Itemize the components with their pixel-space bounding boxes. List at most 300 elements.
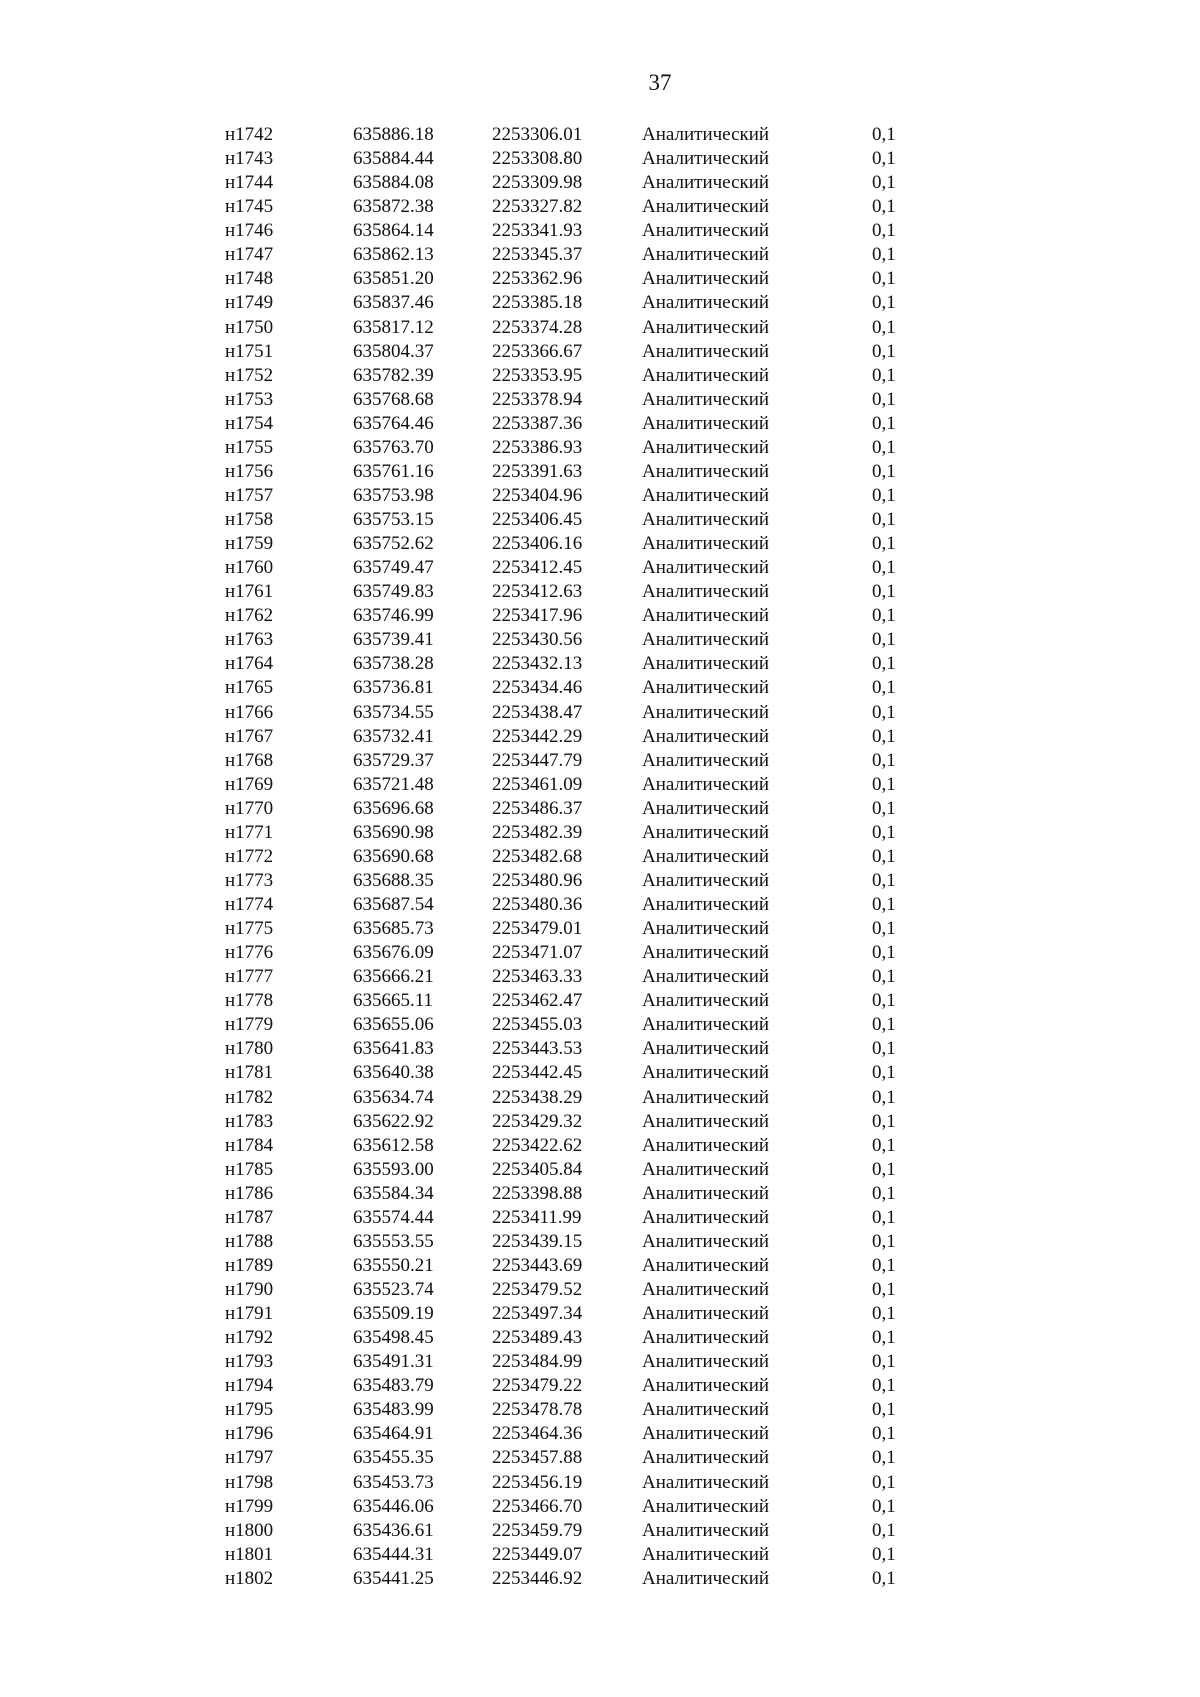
accuracy-cell: 0,1 bbox=[872, 1375, 896, 1397]
point-name-cell: н1764 bbox=[225, 653, 274, 675]
point-name-cell: н1788 bbox=[225, 1230, 274, 1252]
accuracy-cell: 0,1 bbox=[872, 1254, 896, 1276]
x-coordinate-cell: 635687.54 bbox=[353, 894, 434, 916]
point-name-cell: н1771 bbox=[225, 821, 274, 843]
method-cell: Аналитический bbox=[642, 1038, 770, 1060]
y-coordinate-cell: 2253471.07 bbox=[492, 942, 583, 964]
table-row bbox=[225, 460, 932, 484]
point-name-cell: н1766 bbox=[225, 701, 274, 723]
method-cell: Аналитический bbox=[642, 268, 770, 290]
table-row bbox=[225, 267, 932, 291]
table-row bbox=[225, 1110, 932, 1134]
method-cell: Аналитический bbox=[642, 533, 770, 555]
x-coordinate-cell: 635804.37 bbox=[353, 340, 434, 362]
method-cell: Аналитический bbox=[642, 990, 770, 1012]
table-row bbox=[225, 1158, 932, 1182]
x-coordinate-cell: 635553.55 bbox=[353, 1230, 434, 1252]
method-cell: Аналитический bbox=[642, 364, 770, 386]
point-name-cell: н1787 bbox=[225, 1206, 274, 1228]
accuracy-cell: 0,1 bbox=[872, 942, 896, 964]
accuracy-cell: 0,1 bbox=[872, 172, 896, 194]
point-name-cell: н1752 bbox=[225, 364, 274, 386]
table-row bbox=[225, 340, 932, 364]
point-name-cell: н1794 bbox=[225, 1375, 274, 1397]
x-coordinate-cell: 635509.19 bbox=[353, 1303, 434, 1325]
accuracy-cell: 0,1 bbox=[872, 1086, 896, 1108]
x-coordinate-cell: 635753.98 bbox=[353, 484, 434, 506]
x-coordinate-cell: 635665.11 bbox=[353, 990, 434, 1012]
y-coordinate-cell: 2253374.28 bbox=[492, 316, 583, 338]
accuracy-cell: 0,1 bbox=[872, 1110, 896, 1132]
method-cell: Аналитический bbox=[642, 220, 770, 242]
x-coordinate-cell: 635483.79 bbox=[353, 1375, 434, 1397]
point-name-cell: н1800 bbox=[225, 1519, 274, 1541]
accuracy-cell: 0,1 bbox=[872, 1182, 896, 1204]
x-coordinate-cell: 635498.45 bbox=[353, 1327, 434, 1349]
y-coordinate-cell: 2253442.29 bbox=[492, 725, 583, 747]
table-row bbox=[225, 676, 932, 700]
y-coordinate-cell: 2253463.33 bbox=[492, 966, 583, 988]
x-coordinate-cell: 635872.38 bbox=[353, 196, 434, 218]
accuracy-cell: 0,1 bbox=[872, 653, 896, 675]
method-cell: Аналитический bbox=[642, 124, 770, 146]
point-name-cell: н1753 bbox=[225, 388, 274, 410]
y-coordinate-cell: 2253443.53 bbox=[492, 1038, 583, 1060]
x-coordinate-cell: 635584.34 bbox=[353, 1182, 434, 1204]
accuracy-cell: 0,1 bbox=[872, 869, 896, 891]
coordinates-table-body bbox=[225, 123, 932, 1591]
x-coordinate-cell: 635550.21 bbox=[353, 1254, 434, 1276]
table-row bbox=[225, 701, 932, 725]
accuracy-cell: 0,1 bbox=[872, 894, 896, 916]
method-cell: Аналитический bbox=[642, 1303, 770, 1325]
y-coordinate-cell: 2253429.32 bbox=[492, 1110, 583, 1132]
method-cell: Аналитический bbox=[642, 749, 770, 771]
x-coordinate-cell: 635655.06 bbox=[353, 1014, 434, 1036]
table-row bbox=[225, 1567, 932, 1591]
x-coordinate-cell: 635749.83 bbox=[353, 581, 434, 603]
x-coordinate-cell: 635764.46 bbox=[353, 412, 434, 434]
table-row bbox=[225, 1206, 932, 1230]
accuracy-cell: 0,1 bbox=[872, 1303, 896, 1325]
table-row bbox=[225, 1182, 932, 1206]
point-name-cell: н1761 bbox=[225, 581, 274, 603]
point-name-cell: н1782 bbox=[225, 1086, 274, 1108]
accuracy-cell: 0,1 bbox=[872, 1014, 896, 1036]
point-name-cell: н1742 bbox=[225, 124, 274, 146]
y-coordinate-cell: 2253447.79 bbox=[492, 749, 583, 771]
method-cell: Аналитический bbox=[642, 1423, 770, 1445]
point-name-cell: н1743 bbox=[225, 148, 274, 170]
table-row bbox=[225, 1326, 932, 1350]
point-name-cell: н1795 bbox=[225, 1399, 274, 1421]
method-cell: Аналитический bbox=[642, 1014, 770, 1036]
y-coordinate-cell: 2253398.88 bbox=[492, 1182, 583, 1204]
method-cell: Аналитический bbox=[642, 557, 770, 579]
accuracy-cell: 0,1 bbox=[872, 509, 896, 531]
method-cell: Аналитический bbox=[642, 1279, 770, 1301]
accuracy-cell: 0,1 bbox=[872, 845, 896, 867]
x-coordinate-cell: 635851.20 bbox=[353, 268, 434, 290]
x-coordinate-cell: 635749.47 bbox=[353, 557, 434, 579]
point-name-cell: н1798 bbox=[225, 1471, 274, 1493]
method-cell: Аналитический bbox=[642, 966, 770, 988]
method-cell: Аналитический bbox=[642, 1254, 770, 1276]
table-row bbox=[225, 123, 932, 147]
table-row bbox=[225, 797, 932, 821]
x-coordinate-cell: 635739.41 bbox=[353, 629, 434, 651]
table-row bbox=[225, 1134, 932, 1158]
x-coordinate-cell: 635676.09 bbox=[353, 942, 434, 964]
y-coordinate-cell: 2253309.98 bbox=[492, 172, 583, 194]
accuracy-cell: 0,1 bbox=[872, 1327, 896, 1349]
x-coordinate-cell: 635763.70 bbox=[353, 436, 434, 458]
point-name-cell: н1801 bbox=[225, 1543, 274, 1565]
point-name-cell: н1745 bbox=[225, 196, 274, 218]
y-coordinate-cell: 2253387.36 bbox=[492, 412, 583, 434]
point-name-cell: н1775 bbox=[225, 918, 274, 940]
accuracy-cell: 0,1 bbox=[872, 292, 896, 314]
table-row bbox=[225, 195, 932, 219]
y-coordinate-cell: 2253385.18 bbox=[492, 292, 583, 314]
point-name-cell: н1758 bbox=[225, 509, 274, 531]
point-name-cell: н1802 bbox=[225, 1567, 274, 1589]
method-cell: Аналитический bbox=[642, 1351, 770, 1373]
point-name-cell: н1751 bbox=[225, 340, 274, 362]
x-coordinate-cell: 635464.91 bbox=[353, 1423, 434, 1445]
y-coordinate-cell: 2253327.82 bbox=[492, 196, 583, 218]
point-name-cell: н1755 bbox=[225, 436, 274, 458]
point-name-cell: н1767 bbox=[225, 725, 274, 747]
method-cell: Аналитический bbox=[642, 1567, 770, 1589]
table-row bbox=[225, 291, 932, 315]
method-cell: Аналитический bbox=[642, 725, 770, 747]
y-coordinate-cell: 2253466.70 bbox=[492, 1495, 583, 1517]
x-coordinate-cell: 635768.68 bbox=[353, 388, 434, 410]
point-name-cell: н1783 bbox=[225, 1110, 274, 1132]
y-coordinate-cell: 2253456.19 bbox=[492, 1471, 583, 1493]
table-row bbox=[225, 1350, 932, 1374]
y-coordinate-cell: 2253442.45 bbox=[492, 1062, 583, 1084]
y-coordinate-cell: 2253497.34 bbox=[492, 1303, 583, 1325]
accuracy-cell: 0,1 bbox=[872, 701, 896, 723]
accuracy-cell: 0,1 bbox=[872, 629, 896, 651]
point-name-cell: н1777 bbox=[225, 966, 274, 988]
x-coordinate-cell: 635696.68 bbox=[353, 797, 434, 819]
y-coordinate-cell: 2253411.99 bbox=[492, 1206, 582, 1228]
point-name-cell: н1772 bbox=[225, 845, 274, 867]
accuracy-cell: 0,1 bbox=[872, 990, 896, 1012]
table-row bbox=[225, 1422, 932, 1446]
x-coordinate-cell: 635455.35 bbox=[353, 1447, 434, 1469]
y-coordinate-cell: 2253462.47 bbox=[492, 990, 583, 1012]
table-row bbox=[225, 1086, 932, 1110]
point-name-cell: н1748 bbox=[225, 268, 274, 290]
x-coordinate-cell: 635593.00 bbox=[353, 1158, 434, 1180]
method-cell: Аналитический bbox=[642, 1519, 770, 1541]
x-coordinate-cell: 635761.16 bbox=[353, 460, 434, 482]
method-cell: Аналитический bbox=[642, 942, 770, 964]
table-row bbox=[225, 1471, 932, 1495]
y-coordinate-cell: 2253478.78 bbox=[492, 1399, 583, 1421]
point-name-cell: н1759 bbox=[225, 533, 274, 555]
x-coordinate-cell: 635752.62 bbox=[353, 533, 434, 555]
method-cell: Аналитический bbox=[642, 244, 770, 266]
accuracy-cell: 0,1 bbox=[872, 1543, 896, 1565]
accuracy-cell: 0,1 bbox=[872, 1134, 896, 1156]
method-cell: Аналитический bbox=[642, 1206, 770, 1228]
method-cell: Аналитический bbox=[642, 1062, 770, 1084]
accuracy-cell: 0,1 bbox=[872, 484, 896, 506]
x-coordinate-cell: 635612.58 bbox=[353, 1134, 434, 1156]
x-coordinate-cell: 635436.61 bbox=[353, 1519, 434, 1541]
method-cell: Аналитический bbox=[642, 412, 770, 434]
method-cell: Аналитический bbox=[642, 653, 770, 675]
method-cell: Аналитический bbox=[642, 918, 770, 940]
x-coordinate-cell: 635622.92 bbox=[353, 1110, 434, 1132]
table-row bbox=[225, 1037, 932, 1061]
x-coordinate-cell: 635444.31 bbox=[353, 1543, 434, 1565]
point-name-cell: н1744 bbox=[225, 172, 274, 194]
accuracy-cell: 0,1 bbox=[872, 918, 896, 940]
y-coordinate-cell: 2253406.45 bbox=[492, 509, 583, 531]
accuracy-cell: 0,1 bbox=[872, 581, 896, 603]
y-coordinate-cell: 2253459.79 bbox=[492, 1519, 583, 1541]
method-cell: Аналитический bbox=[642, 605, 770, 627]
point-name-cell: н1749 bbox=[225, 292, 274, 314]
table-row bbox=[225, 965, 932, 989]
accuracy-cell: 0,1 bbox=[872, 268, 896, 290]
x-coordinate-cell: 635453.73 bbox=[353, 1471, 434, 1493]
accuracy-cell: 0,1 bbox=[872, 821, 896, 843]
table-row bbox=[225, 412, 932, 436]
accuracy-cell: 0,1 bbox=[872, 436, 896, 458]
point-name-cell: н1768 bbox=[225, 749, 274, 771]
y-coordinate-cell: 2253461.09 bbox=[492, 773, 583, 795]
point-name-cell: н1793 bbox=[225, 1351, 274, 1373]
method-cell: Аналитический bbox=[642, 677, 770, 699]
accuracy-cell: 0,1 bbox=[872, 316, 896, 338]
accuracy-cell: 0,1 bbox=[872, 1447, 896, 1469]
point-name-cell: н1780 bbox=[225, 1038, 274, 1060]
y-coordinate-cell: 2253446.92 bbox=[492, 1567, 583, 1589]
y-coordinate-cell: 2253306.01 bbox=[492, 124, 583, 146]
table-row bbox=[225, 749, 932, 773]
point-name-cell: н1773 bbox=[225, 869, 274, 891]
y-coordinate-cell: 2253432.13 bbox=[492, 653, 583, 675]
table-row bbox=[225, 1495, 932, 1519]
table-row bbox=[225, 243, 932, 267]
point-name-cell: н1746 bbox=[225, 220, 274, 242]
point-name-cell: н1797 bbox=[225, 1447, 274, 1469]
point-name-cell: н1747 bbox=[225, 244, 274, 266]
table-row bbox=[225, 1398, 932, 1422]
x-coordinate-cell: 635574.44 bbox=[353, 1206, 434, 1228]
x-coordinate-cell: 635753.15 bbox=[353, 509, 434, 531]
table-row bbox=[225, 1302, 932, 1326]
point-name-cell: н1769 bbox=[225, 773, 274, 795]
table-row bbox=[225, 484, 932, 508]
table-row bbox=[225, 941, 932, 965]
x-coordinate-cell: 635721.48 bbox=[353, 773, 434, 795]
point-name-cell: н1784 bbox=[225, 1134, 274, 1156]
y-coordinate-cell: 2253341.93 bbox=[492, 220, 583, 242]
table-row bbox=[225, 556, 932, 580]
accuracy-cell: 0,1 bbox=[872, 1230, 896, 1252]
x-coordinate-cell: 635688.35 bbox=[353, 869, 434, 891]
y-coordinate-cell: 2253438.47 bbox=[492, 701, 583, 723]
method-cell: Аналитический bbox=[642, 629, 770, 651]
table-row bbox=[225, 1446, 932, 1470]
accuracy-cell: 0,1 bbox=[872, 340, 896, 362]
x-coordinate-cell: 635746.99 bbox=[353, 605, 434, 627]
y-coordinate-cell: 2253345.37 bbox=[492, 244, 583, 266]
table-row bbox=[225, 821, 932, 845]
accuracy-cell: 0,1 bbox=[872, 196, 896, 218]
accuracy-cell: 0,1 bbox=[872, 557, 896, 579]
x-coordinate-cell: 635634.74 bbox=[353, 1086, 434, 1108]
method-cell: Аналитический bbox=[642, 821, 770, 843]
y-coordinate-cell: 2253482.68 bbox=[492, 845, 583, 867]
method-cell: Аналитический bbox=[642, 869, 770, 891]
y-coordinate-cell: 2253438.29 bbox=[492, 1086, 583, 1108]
table-row bbox=[225, 436, 932, 460]
y-coordinate-cell: 2253457.88 bbox=[492, 1447, 583, 1469]
x-coordinate-cell: 635732.41 bbox=[353, 725, 434, 747]
table-row bbox=[225, 893, 932, 917]
point-name-cell: н1791 bbox=[225, 1303, 274, 1325]
x-coordinate-cell: 635884.08 bbox=[353, 172, 434, 194]
method-cell: Аналитический bbox=[642, 1375, 770, 1397]
method-cell: Аналитический bbox=[642, 1495, 770, 1517]
method-cell: Аналитический bbox=[642, 701, 770, 723]
x-coordinate-cell: 635641.83 bbox=[353, 1038, 434, 1060]
y-coordinate-cell: 2253479.01 bbox=[492, 918, 583, 940]
point-name-cell: н1757 bbox=[225, 484, 274, 506]
x-coordinate-cell: 635666.21 bbox=[353, 966, 434, 988]
point-name-cell: н1762 bbox=[225, 605, 274, 627]
x-coordinate-cell: 635864.14 bbox=[353, 220, 434, 242]
accuracy-cell: 0,1 bbox=[872, 148, 896, 170]
table-row bbox=[225, 725, 932, 749]
y-coordinate-cell: 2253308.80 bbox=[492, 148, 583, 170]
point-name-cell: н1779 bbox=[225, 1014, 274, 1036]
point-name-cell: н1760 bbox=[225, 557, 274, 579]
y-coordinate-cell: 2253484.99 bbox=[492, 1351, 583, 1373]
method-cell: Аналитический bbox=[642, 1134, 770, 1156]
point-name-cell: н1756 bbox=[225, 460, 274, 482]
accuracy-cell: 0,1 bbox=[872, 1471, 896, 1493]
method-cell: Аналитический bbox=[642, 845, 770, 867]
x-coordinate-cell: 635884.44 bbox=[353, 148, 434, 170]
point-name-cell: н1770 bbox=[225, 797, 274, 819]
point-name-cell: н1789 bbox=[225, 1254, 274, 1276]
table-row bbox=[225, 628, 932, 652]
point-name-cell: н1785 bbox=[225, 1158, 274, 1180]
y-coordinate-cell: 2253486.37 bbox=[492, 797, 583, 819]
x-coordinate-cell: 635886.18 bbox=[353, 124, 434, 146]
accuracy-cell: 0,1 bbox=[872, 1495, 896, 1517]
y-coordinate-cell: 2253482.39 bbox=[492, 821, 583, 843]
method-cell: Аналитический bbox=[642, 460, 770, 482]
y-coordinate-cell: 2253378.94 bbox=[492, 388, 583, 410]
method-cell: Аналитический bbox=[642, 1230, 770, 1252]
method-cell: Аналитический bbox=[642, 509, 770, 531]
method-cell: Аналитический bbox=[642, 1110, 770, 1132]
y-coordinate-cell: 2253439.15 bbox=[492, 1230, 583, 1252]
point-name-cell: н1778 bbox=[225, 990, 274, 1012]
x-coordinate-cell: 635446.06 bbox=[353, 1495, 434, 1517]
y-coordinate-cell: 2253412.45 bbox=[492, 557, 583, 579]
accuracy-cell: 0,1 bbox=[872, 1038, 896, 1060]
accuracy-cell: 0,1 bbox=[872, 412, 896, 434]
method-cell: Аналитический bbox=[642, 316, 770, 338]
y-coordinate-cell: 2253479.22 bbox=[492, 1375, 583, 1397]
accuracy-cell: 0,1 bbox=[872, 1062, 896, 1084]
method-cell: Аналитический bbox=[642, 388, 770, 410]
point-name-cell: н1750 bbox=[225, 316, 274, 338]
y-coordinate-cell: 2253480.96 bbox=[492, 869, 583, 891]
table-row bbox=[225, 1519, 932, 1543]
point-name-cell: н1786 bbox=[225, 1182, 274, 1204]
table-row bbox=[225, 508, 932, 532]
accuracy-cell: 0,1 bbox=[872, 244, 896, 266]
x-coordinate-cell: 635817.12 bbox=[353, 316, 434, 338]
coordinates-table bbox=[225, 123, 932, 1591]
accuracy-cell: 0,1 bbox=[872, 966, 896, 988]
point-name-cell: н1774 bbox=[225, 894, 274, 916]
point-name-cell: н1781 bbox=[225, 1062, 274, 1084]
y-coordinate-cell: 2253430.56 bbox=[492, 629, 583, 651]
method-cell: Аналитический bbox=[642, 581, 770, 603]
accuracy-cell: 0,1 bbox=[872, 605, 896, 627]
table-row bbox=[225, 171, 932, 195]
accuracy-cell: 0,1 bbox=[872, 773, 896, 795]
accuracy-cell: 0,1 bbox=[872, 749, 896, 771]
table-row bbox=[225, 364, 932, 388]
y-coordinate-cell: 2253449.07 bbox=[492, 1543, 583, 1565]
table-row bbox=[225, 580, 932, 604]
point-name-cell: н1776 bbox=[225, 942, 274, 964]
point-name-cell: н1792 bbox=[225, 1327, 274, 1349]
table-row bbox=[225, 604, 932, 628]
accuracy-cell: 0,1 bbox=[872, 533, 896, 555]
x-coordinate-cell: 635736.81 bbox=[353, 677, 434, 699]
y-coordinate-cell: 2253464.36 bbox=[492, 1423, 583, 1445]
accuracy-cell: 0,1 bbox=[872, 1567, 896, 1589]
y-coordinate-cell: 2253412.63 bbox=[492, 581, 583, 603]
method-cell: Аналитический bbox=[642, 797, 770, 819]
y-coordinate-cell: 2253489.43 bbox=[492, 1327, 583, 1349]
method-cell: Аналитический bbox=[642, 436, 770, 458]
y-coordinate-cell: 2253391.63 bbox=[492, 460, 583, 482]
x-coordinate-cell: 635729.37 bbox=[353, 749, 434, 771]
x-coordinate-cell: 635523.74 bbox=[353, 1279, 434, 1301]
x-coordinate-cell: 635685.73 bbox=[353, 918, 434, 940]
accuracy-cell: 0,1 bbox=[872, 1399, 896, 1421]
table-row bbox=[225, 1278, 932, 1302]
point-name-cell: н1790 bbox=[225, 1279, 274, 1301]
x-coordinate-cell: 635640.38 bbox=[353, 1062, 434, 1084]
point-name-cell: н1765 bbox=[225, 677, 274, 699]
page-number: 37 bbox=[648, 70, 672, 95]
accuracy-cell: 0,1 bbox=[872, 1423, 896, 1445]
y-coordinate-cell: 2253479.52 bbox=[492, 1279, 583, 1301]
y-coordinate-cell: 2253422.62 bbox=[492, 1134, 583, 1156]
y-coordinate-cell: 2253386.93 bbox=[492, 436, 583, 458]
accuracy-cell: 0,1 bbox=[872, 797, 896, 819]
table-row bbox=[225, 869, 932, 893]
